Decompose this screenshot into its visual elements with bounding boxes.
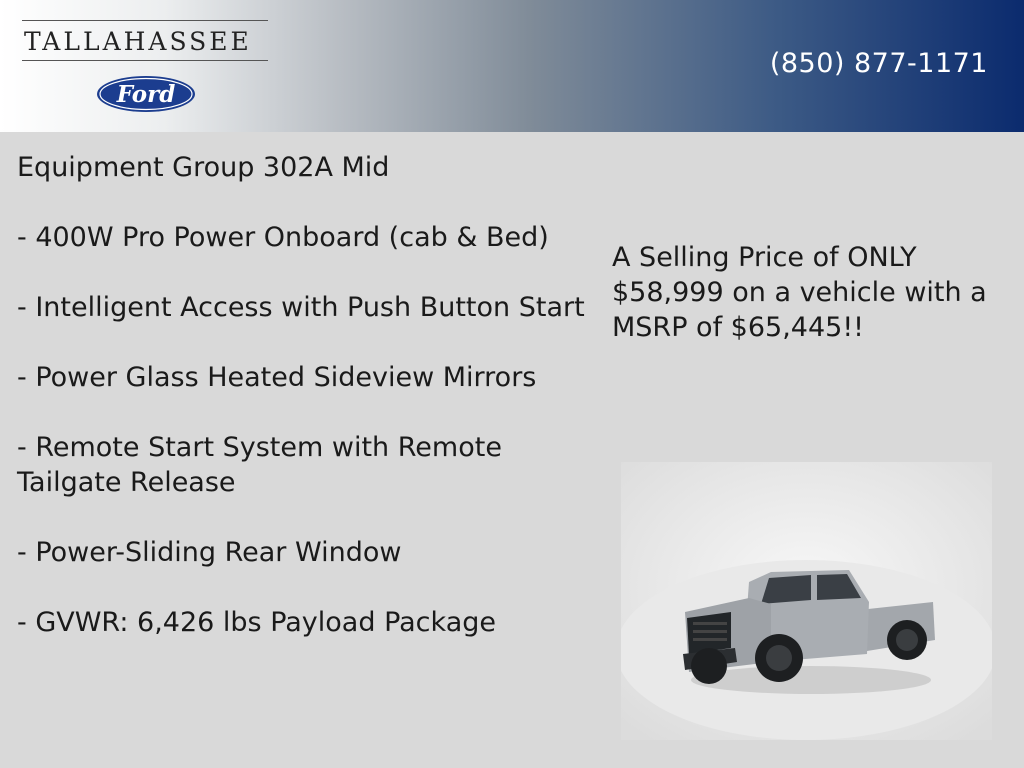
header-banner bbox=[0, 0, 1024, 132]
dealer-logo[interactable] bbox=[22, 20, 270, 61]
feature-item: - Power Glass Heated Sideview Mirrors bbox=[17, 362, 537, 393]
logo-rule-top bbox=[22, 20, 268, 21]
feature-list bbox=[17, 150, 587, 675]
logo-rule-bottom bbox=[22, 60, 268, 61]
feature-item: - GVWR: 6,426 lbs Payload Package bbox=[17, 607, 496, 638]
pickup-truck-icon bbox=[621, 462, 992, 740]
feature-item: - Intelligent Access with Push Button Start bbox=[17, 292, 585, 323]
equipment-group-heading: Equipment Group 302A Mid bbox=[17, 152, 390, 183]
vehicle-photo[interactable] bbox=[621, 462, 992, 740]
price-offer: A Selling Price of ONLY $58,999 on a vehicle with a MSRP of $65,445!! bbox=[612, 242, 987, 343]
phone-number[interactable]: (850) 877-1171 bbox=[769, 48, 988, 79]
feature-item: - Remote Start System with Remote Tailgate Release bbox=[17, 432, 502, 498]
feature-item: - Power-Sliding Rear Window bbox=[17, 537, 402, 568]
dealer-name: TALLAHASSEE bbox=[24, 27, 252, 56]
feature-item: - 400W Pro Power Onboard (cab & Bed) bbox=[17, 222, 549, 253]
ford-logo-icon bbox=[96, 75, 196, 113]
ford-logo-text: Ford bbox=[116, 81, 176, 108]
